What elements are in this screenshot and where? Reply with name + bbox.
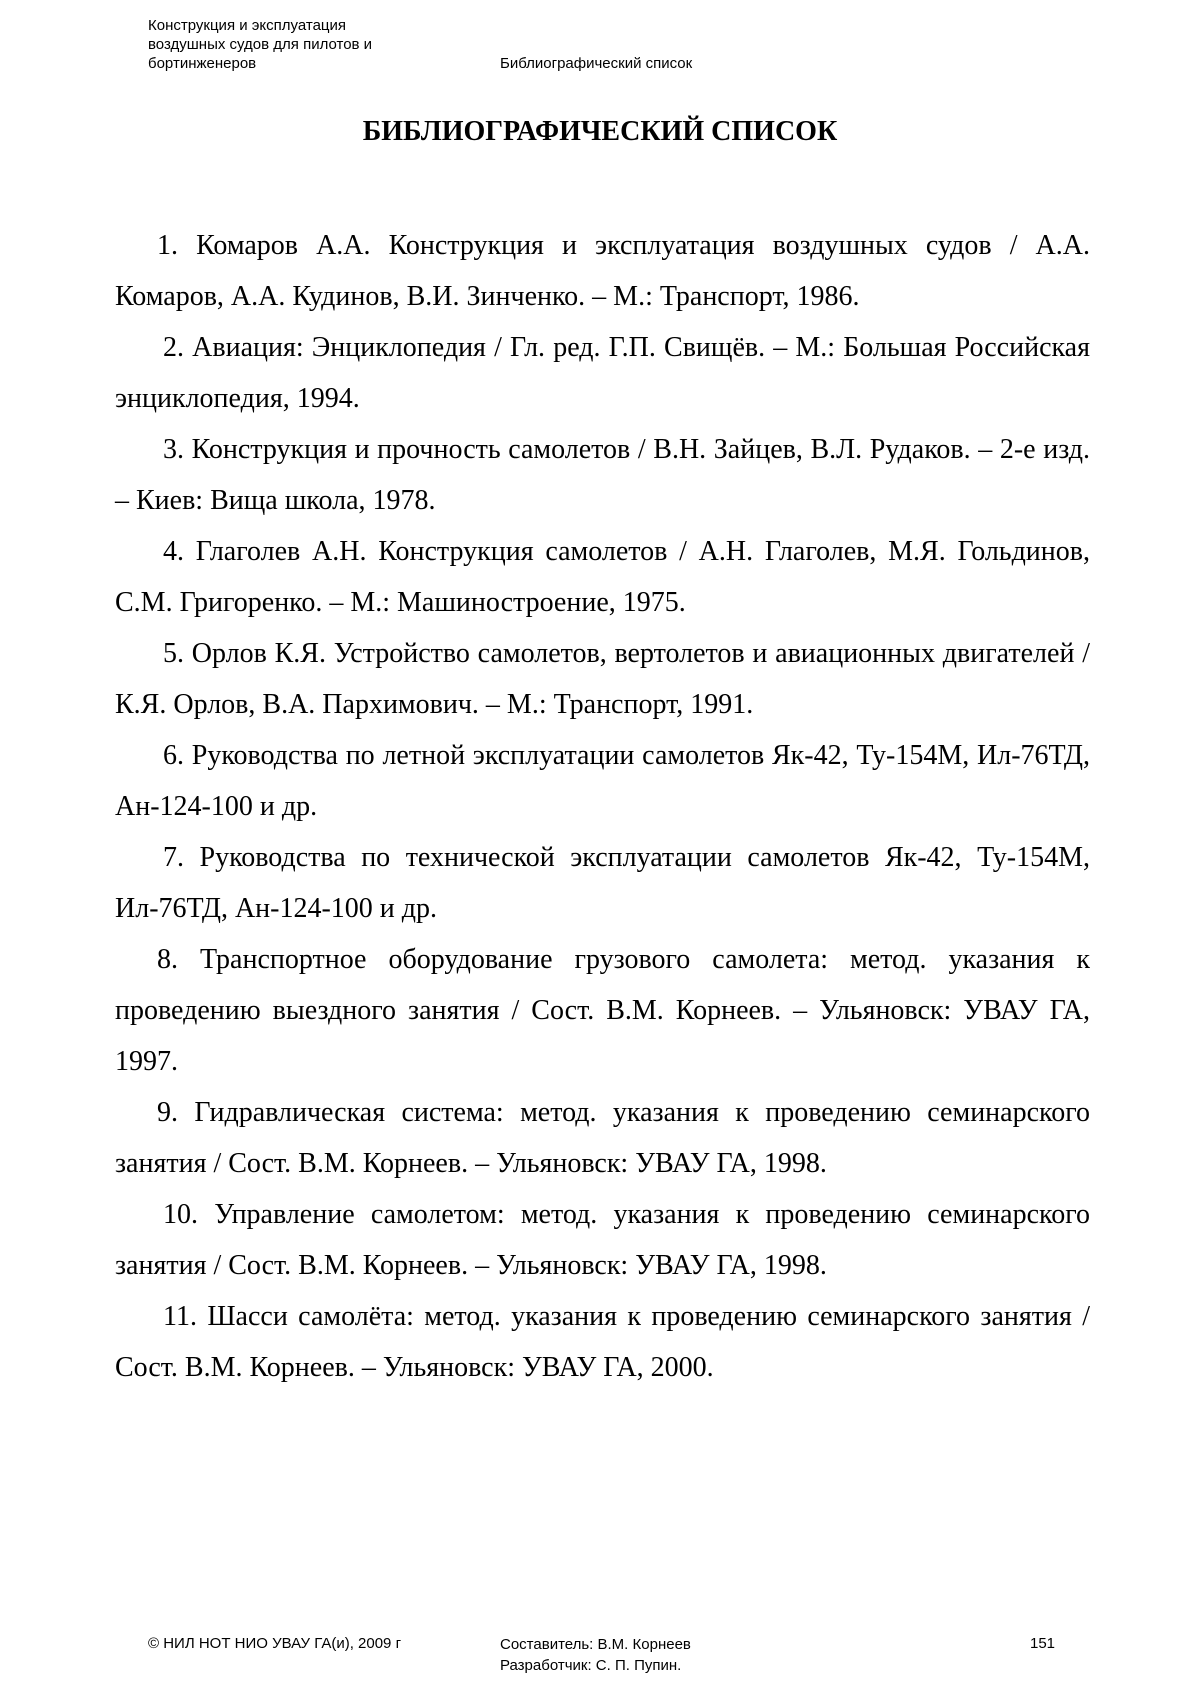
footer-developer: Разработчик: С. П. Пупин. (500, 1657, 682, 1674)
header-line: бортинженеров (148, 55, 257, 72)
page-title: БИБЛИОГРАФИЧЕСКИЙ СПИСОК (362, 116, 838, 147)
bibliography-entry-7: 7. Руководства по технической эксплуатации самолетов Як-42, Ту-154М, Ил-76ТД, Ан-124-100 и др. (115, 842, 1090, 924)
bibliography-entry-2: 2. Авиация: Энциклопедия / Гл. ред. Г.П. Свищёв. – М.: Большая Российская энциклопедия, 1994. (115, 332, 1090, 414)
bibliography-entry-8: 8. Транспортное оборудование грузового самолета: метод. указания к проведению выездного занятия / Сост. В.М. Корнеев. – Ульяновск: УВАУ ГА, 1997. (115, 944, 1090, 1077)
running-header-book-title (148, 16, 448, 73)
page-number: 151 (1030, 1635, 1056, 1652)
bibliography-entry-4: 4. Глаголев А.Н. Конструкция самолетов / А.Н. Глаголев, М.Я. Гольдинов, С.М. Григоренко. – М.: Машиностроение, 1975. (115, 536, 1090, 618)
bibliography-entry-9: 9. Гидравлическая система: метод. указания к проведению семинарского занятия / Сост. В.М. Корнеев. – Ульяновск: УВАУ ГА, 1998. (115, 1097, 1090, 1179)
footer-copyright: © НИЛ НОТ НИО УВАУ ГА(и), 2009 г (148, 1635, 402, 1652)
footer-credits (500, 1634, 691, 1676)
bibliography-entry-3: 3. Конструкция и прочность самолетов / В.Н. Зайцев, В.Л. Рудаков. – 2-е изд. – Киев: Вища школа, 1978. (115, 434, 1090, 516)
bibliography-entry-10: 10. Управление самолетом: метод. указания к проведению семинарского занятия / Сост. В.М. Корнеев. – Ульяновск: УВАУ ГА, 1998. (115, 1199, 1090, 1281)
header-line: Конструкция и эксплуатация (148, 17, 347, 34)
bibliography-entry-5: 5. Орлов К.Я. Устройство самолетов, вертолетов и авиационных двигателей / К.Я. Орлов, В.А. Пархимович. – М.: Транспорт, 1991. (115, 638, 1090, 720)
bibliography-list (115, 220, 1090, 1393)
bibliography-entry-6: 6. Руководства по летной эксплуатации самолетов Як-42, Ту-154М, Ил-76ТД, Ан-124-100 и др. (115, 740, 1090, 822)
running-header-section: Библиографический список (500, 55, 693, 72)
bibliography-entry-11: 11. Шасси самолёта: метод. указания к проведению семинарского занятия / Сост. В.М. Корнеев. – Ульяновск: УВАУ ГА, 2000. (115, 1301, 1090, 1383)
header-line: воздушных судов для пилотов и (148, 36, 373, 53)
bibliography-entry-1: 1. Комаров А.А. Конструкция и эксплуатация воздушных судов / А.А. Комаров, А.А. Кудинов, В.И. Зинченко. – М.: Транспорт, 1986. (115, 230, 1090, 312)
footer-compiler: Составитель: В.М. Корнеев (500, 1636, 691, 1653)
